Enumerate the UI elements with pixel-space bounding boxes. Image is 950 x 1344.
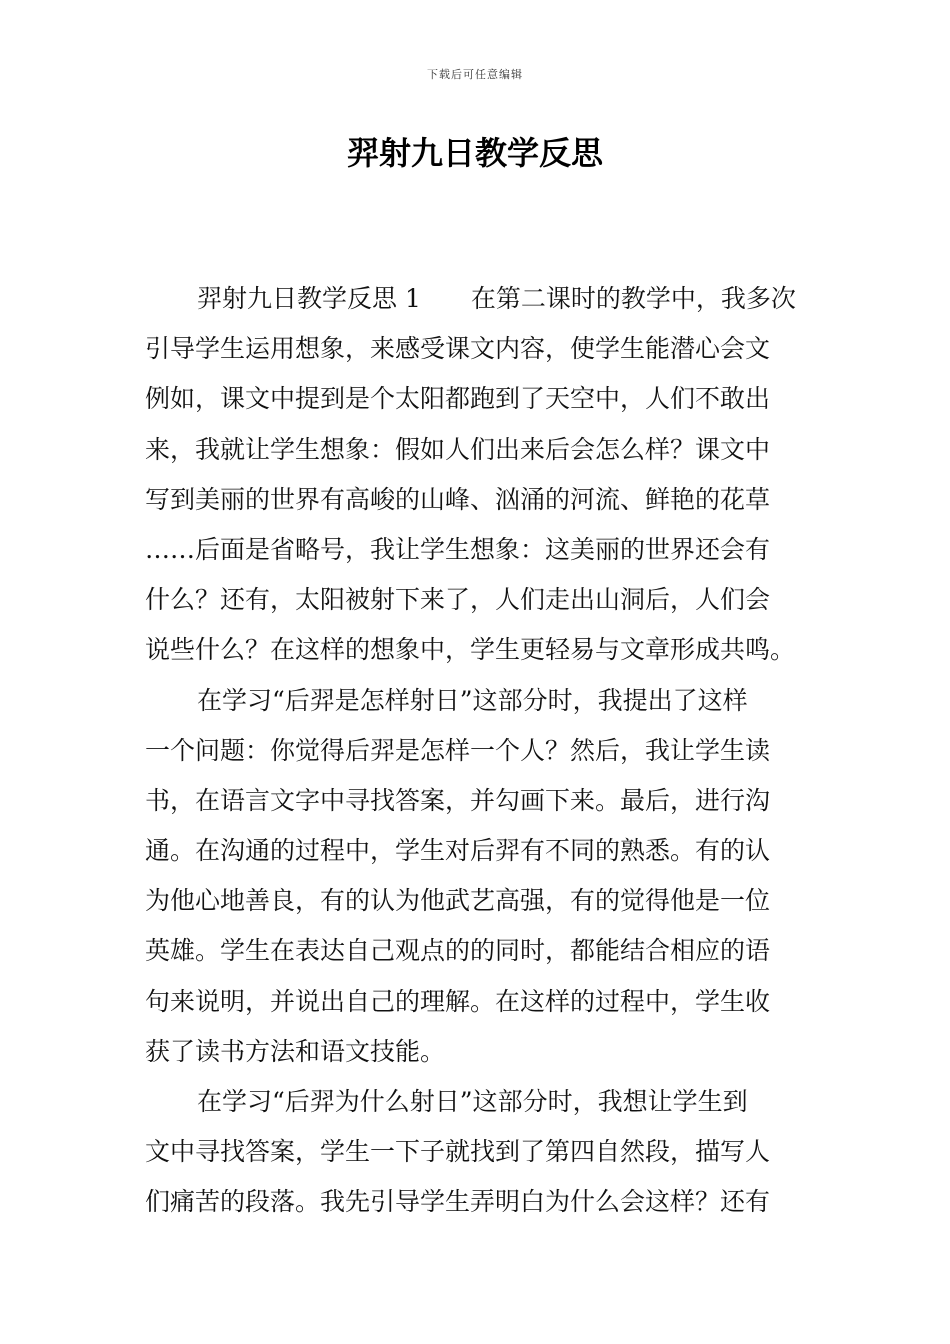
body-line: 英雄。学生在表达自己观点的的同时，都能结合相应的语 <box>145 936 771 966</box>
body-line: 获了读书方法和语文技能。 <box>145 1036 446 1066</box>
body-line: 在学习“后羿是怎样射日”这部分时，我提出了这样 <box>197 685 748 715</box>
body-line: 说些什么？在这样的想象中，学生更轻易与文章形成共鸣。 <box>145 635 796 665</box>
body-line: 在学习“后羿为什么射日”这部分时，我想让学生到 <box>197 1087 748 1116</box>
document-body <box>145 274 807 1228</box>
body-line: 书，在语言文字中寻找答案，并勾画下来。最后，进行沟 <box>145 785 771 815</box>
document-title: 羿射九日教学反思 <box>346 134 603 172</box>
body-line: 引导学生运用想象，来感受课文内容，使学生能潜心会文 <box>145 334 771 364</box>
header-note: 下载后可任意编辑 <box>427 68 523 81</box>
body-line: 什么？还有，太阳被射下来了，人们走出山洞后，人们会 <box>145 585 771 615</box>
body-line: ……后面是省略号，我让学生想象：这美丽的世界还会有 <box>145 534 771 564</box>
body-line: 例如，课文中提到是个太阳都跑到了天空中，人们不敢出 <box>145 384 771 414</box>
body-line: 们痛苦的段落。我先引导学生弄明白为什么会这样？还有 <box>145 1187 771 1217</box>
body-line: 通。在沟通的过程中，学生对后羿有不同的熟悉。有的认 <box>145 836 771 866</box>
body-line: 写到美丽的世界有高峻的山峰、汹涌的河流、鲜艳的花草 <box>145 484 771 514</box>
body-line: 为他心地善良，有的认为他武艺高强，有的觉得他是一位 <box>145 886 771 916</box>
body-line: 句来说明，并说出自己的理解。在这样的过程中，学生收 <box>145 986 771 1016</box>
body-line: 文中寻找答案，学生一下子就找到了第四自然段，描写人 <box>145 1137 771 1167</box>
body-line: 来，我就让学生想象：假如人们出来后会怎么样？课文中 <box>145 434 771 464</box>
body-line: 一个问题：你觉得后羿是怎样一个人？然后，我让学生读 <box>145 735 771 765</box>
body-line: 羿射九日教学反思 1 在第二课时的教学中，我多次 <box>197 284 796 313</box>
